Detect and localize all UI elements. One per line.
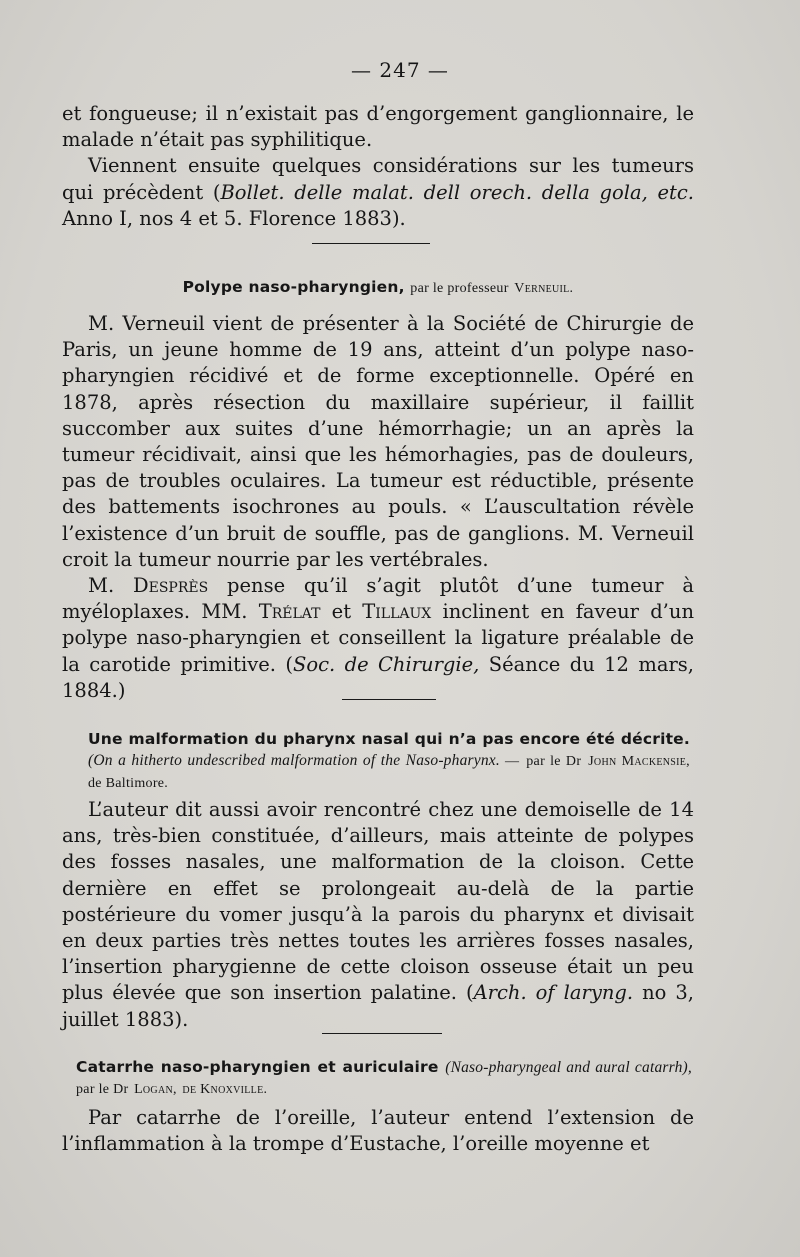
intro-paragraph-2-text-b: Anno I, nos 4 et 5. Florence 1883). xyxy=(62,206,406,230)
intro-paragraph-2 xyxy=(62,153,694,232)
polype-paragraph-2-text-b: pense qu’il s’agit plutôt d’une tumeur à myéloplaxes. MM. xyxy=(62,574,694,624)
polype-paragraph-2-text-d: inclinent en faveur d’un polype naso-pharyngien et conseillent la ligature préalable de la carotide primitive. ( xyxy=(62,600,694,676)
intro-paragraph-1: et fongueuse; il n’existait pas d’engorgement ganglionnaire, le malade n’était pas syphilitique. xyxy=(62,102,694,152)
catarrhe-body xyxy=(62,1105,694,1157)
polype-title: Polype naso-pharyngien, xyxy=(182,278,405,296)
catarrhe-paragraph-1: Par catarrhe de l’oreille, l’auteur entend l’extension de l’inflammation à la trompe d’Eustache, l’oreille moyenne et xyxy=(62,1106,694,1156)
polype-section xyxy=(62,277,694,299)
malformation-section xyxy=(88,729,690,794)
catarrhe-byline: par le Dr xyxy=(76,1082,129,1097)
malformation-english-title: (On a hitherto undescribed malformation of the Naso-pharynx. xyxy=(88,752,500,769)
polype-paragraph-2-text-c: et xyxy=(320,600,363,624)
intro-section xyxy=(62,101,694,232)
malformation-byline: par le Dr xyxy=(526,754,582,769)
malformation-paragraph-1 xyxy=(62,797,694,1033)
catarrhe-section xyxy=(76,1057,692,1100)
page-number: — 247 — xyxy=(351,58,449,82)
catarrhe-heading xyxy=(76,1057,692,1100)
malformation-heading xyxy=(88,729,690,794)
section-divider xyxy=(322,1033,442,1034)
polype-reference: Soc. de Chirurgie, xyxy=(292,652,480,676)
polype-paragraph-2-text-e: Séance du 12 mars, 1884.) xyxy=(62,652,694,702)
intro-paragraph-2-text-a: Viennent ensuite quelques considérations sur les tumeurs qui précèdent ( xyxy=(62,154,694,204)
malformation-reference: Arch. of laryng. xyxy=(473,981,634,1005)
malformation-dash: — xyxy=(499,754,520,769)
polype-paragraph-1: M. Verneuil vient de présenter à la Société de Chirurgie de Paris, un jeune homme de 19 ans, atteint d’un polype naso-pharyngien récidivé et de forme exceptionnelle. Opéré en 1878, après résection du maxillaire supérieur, il faillit succomber aux suites d’une hémorrhagie; un an après la tumeur récidivait, ainsi que les hémorhagies, pas de douleurs, pas de troubles oculaires. La tumeur est réductible, présente des battements isochrones au pouls. « L’auscultation révèle l’existence d’un bruit de souffle, pas de ganglions. M. Verneuil croit la tumeur nourrie par les vertébrales. xyxy=(62,312,694,571)
author-tillaux: Tillaux xyxy=(362,600,432,624)
malformation-title: Une malformation du pharynx nasal qui n’a pas encore été décrite. xyxy=(88,730,690,748)
polype-paragraph-2-text-a: M. xyxy=(88,574,133,598)
catarrhe-place: de Knoxville. xyxy=(182,1082,268,1097)
malformation-place: de Baltimore. xyxy=(88,776,169,791)
malformation-body xyxy=(62,797,694,1033)
malformation-paragraph-1-text-b: no 3, juillet 1883). xyxy=(62,981,694,1031)
section-divider xyxy=(312,243,430,244)
catarrhe-author: Logan, xyxy=(134,1082,177,1097)
intro-reference: Bollet. delle malat. dell orech. della gola, etc. xyxy=(220,180,694,204)
polype-body xyxy=(62,311,694,704)
author-despres: Desprès xyxy=(132,574,209,598)
section-divider xyxy=(342,699,436,700)
author-trelat: Trélat xyxy=(258,600,321,624)
polype-byline: par le professeur xyxy=(410,281,509,296)
malformation-paragraph-1-text-a: L’auteur dit aussi avoir rencontré chez une demoiselle de 14 ans, très-bien constituée, d’ailleurs, mais atteinte de polypes des fosses nasales, une malformation de la cloison. Cette dernière en effet se prolongeait au-delà de la partie postérieure du vomer jusqu’à la parois du pharynx et divisait en deux parties très nettes toutes les arrières fosses nasales, l’insertion pharygienne de cette cloison osseuse était un peu plus élevée que son insertion palatine. ( xyxy=(62,798,694,1005)
polype-paragraph-2 xyxy=(62,573,694,704)
polype-author: Verneuil. xyxy=(514,281,574,296)
polype-heading xyxy=(62,277,694,299)
malformation-author: John Mackensie, xyxy=(588,754,690,769)
catarrhe-title: Catarrhe naso-pharyngien et auriculaire xyxy=(76,1058,439,1076)
catarrhe-english-title: (Naso-pharyngeal and aural catarrh), xyxy=(445,1059,692,1076)
